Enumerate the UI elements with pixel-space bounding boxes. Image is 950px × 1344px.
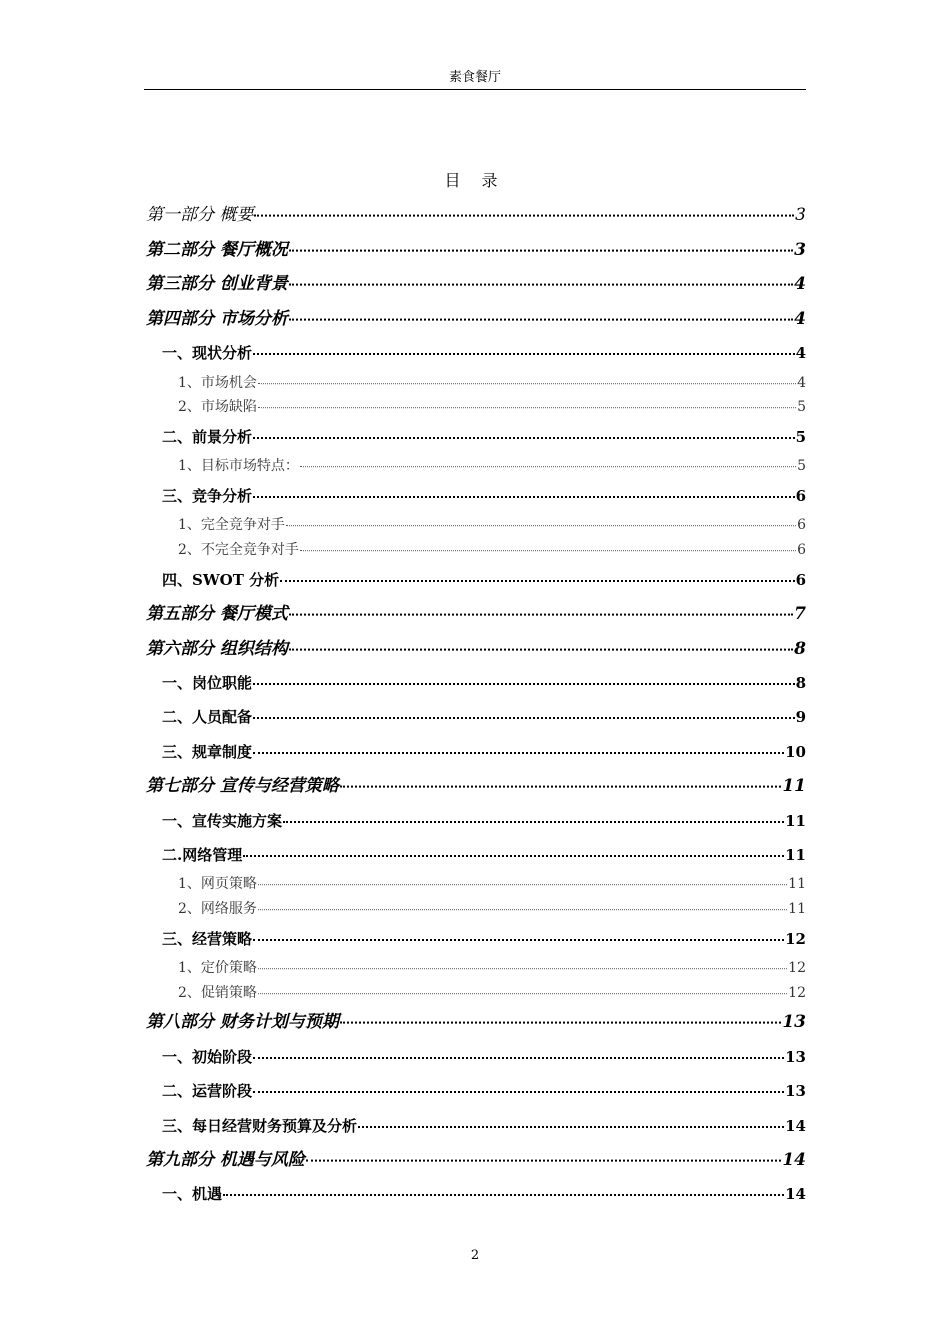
toc-entry-page: 6 [797,517,806,534]
toc-entry[interactable] [146,198,806,233]
toc-entry[interactable] [146,838,806,872]
toc-entry[interactable] [146,336,806,370]
toc-entry-label: 第七部分 宣传与经营策略 [146,776,339,797]
toc-entry-label: 2、市场缺陷 [178,399,257,416]
toc-entry-label: 第五部分 餐厅模式 [146,604,288,624]
toc-entry[interactable] [146,233,806,268]
toc-title: 目 录 [444,171,506,190]
toc-entry-label: 二、人员配备 [162,708,253,727]
toc-entry-page: 8 [795,674,806,693]
toc-entry[interactable] [146,632,806,667]
toc-entry-page: 4 [795,344,806,363]
toc-entry-label: 1、市场机会 [178,374,257,391]
toc-entry-label: 第六部分 组织结构 [146,638,288,659]
toc-leader-dots [253,704,795,720]
toc-leader-dots [300,538,796,552]
toc-leader-dots [340,1007,781,1024]
toc-entry-page: 13 [785,1082,806,1101]
toc-entry-page: 11 [788,876,806,893]
table-of-contents [146,198,806,1212]
toc-entry[interactable] [146,922,806,956]
toc-leader-dots [289,598,793,615]
toc-leader-dots [306,1144,781,1161]
toc-leader-dots [253,1043,784,1059]
toc-entry[interactable] [146,454,806,479]
toc-entry-page: 12 [788,984,806,1001]
toc-entry-page: 5 [797,399,806,416]
toc-entry-label: 二、运营阶段 [162,1082,253,1101]
toc-entry-label: 一、机遇 [162,1185,223,1204]
toc-leader-dots [340,770,781,787]
toc-entry-label: 2、促销策略 [178,984,257,1001]
toc-leader-dots [253,483,795,499]
toc-leader-dots [258,897,787,911]
toc-entry[interactable] [146,1005,806,1040]
toc-entry-label: 二、前景分析 [162,428,253,447]
toc-entry-label: 2、网络服务 [178,900,257,917]
toc-entry-label: 三、经营策略 [162,929,253,948]
toc-entry-page: 4 [794,308,806,329]
toc-entry[interactable] [146,538,806,563]
toc-entry-label: 三、竞争分析 [162,487,253,506]
toc-leader-dots [289,234,793,251]
toc-leader-dots [253,738,784,754]
toc-entry-label: 1、目标市场特点： [178,458,299,475]
toc-entry-label: 1、定价策略 [178,959,257,976]
toc-leader-dots [289,633,793,650]
toc-entry-label: 第一部分 概要 [146,205,254,225]
toc-entry[interactable] [146,1040,806,1074]
toc-leader-dots [258,956,787,970]
toc-leader-dots [300,454,796,468]
page-header [144,66,806,90]
toc-leader-dots [253,340,795,356]
toc-entry-label: 2、不完全竞争对手 [178,542,299,559]
toc-leader-dots [253,670,795,686]
toc-entry-page: 14 [782,1149,806,1170]
toc-entry[interactable] [146,1177,806,1211]
toc-entry-label: 第二部分 餐厅概况 [146,239,288,260]
toc-entry[interactable] [146,420,806,454]
toc-entry-page: 5 [795,428,806,447]
toc-leader-dots [243,841,784,857]
toc-leader-dots [223,1181,784,1197]
toc-leader-dots [286,513,796,527]
toc-leader-dots [253,1078,784,1094]
toc-leader-dots [280,566,794,582]
toc-entry-label: 一、宣传实施方案 [162,811,283,830]
toc-entry-page: 3 [794,239,806,260]
toc-entry-page: 12 [788,959,806,976]
toc-entry[interactable] [146,513,806,538]
toc-entry[interactable] [146,395,806,420]
toc-entry-label: 一、现状分析 [162,344,253,363]
toc-leader-dots [254,199,794,216]
toc-entry-page: 3 [795,205,806,225]
toc-entry-label: 第四部分 市场分析 [146,308,288,329]
toc-leader-dots [253,925,784,941]
toc-leader-dots [289,268,793,285]
toc-entry[interactable] [146,804,806,838]
toc-entry-page: 13 [782,1012,806,1033]
toc-entry[interactable] [146,872,806,897]
toc-entry-page: 14 [785,1185,806,1204]
toc-entry-label: 一、岗位职能 [162,674,253,693]
toc-leader-dots [258,980,787,994]
toc-entry[interactable] [146,1074,806,1108]
toc-entry-label: 二.网络管理 [162,845,243,864]
toc-entry[interactable] [146,371,806,396]
toc-entry[interactable] [146,302,806,337]
toc-entry[interactable] [146,597,806,632]
toc-entry-page: 11 [782,776,806,797]
toc-entry-page: 5 [797,458,806,475]
toc-entry-page: 9 [795,708,806,727]
toc-entry-page: 14 [785,1116,806,1135]
toc-entry[interactable] [146,1109,806,1143]
toc-leader-dots [289,303,793,320]
toc-leader-dots [358,1112,784,1128]
toc-entry[interactable] [146,735,806,769]
toc-entry-page: 11 [785,845,806,864]
toc-entry-page: 13 [785,1047,806,1066]
toc-entry-label: 第九部分 机遇与风险 [146,1149,305,1170]
page-number: 2 [470,1248,480,1263]
toc-entry-label: 四、SWOT 分析 [162,570,280,589]
toc-entry[interactable] [146,479,806,513]
toc-leader-dots [258,395,796,409]
header-title: 素食餐厅 [448,70,501,85]
toc-entry-page: 7 [794,604,806,624]
toc-entry-page: 10 [785,742,806,761]
toc-entry[interactable] [146,981,806,1006]
toc-leader-dots [253,424,795,440]
toc-entry[interactable] [146,267,806,302]
toc-entry-page: 6 [795,570,806,589]
toc-entry-label: 1、完全竞争对手 [178,517,285,534]
toc-entry-page: 11 [788,900,806,917]
toc-entry[interactable] [146,897,806,922]
toc-entry[interactable] [146,700,806,734]
toc-entry-page: 4 [794,274,806,295]
toc-entry[interactable] [146,956,806,981]
toc-entry-page: 8 [794,638,806,659]
toc-leader-dots [283,807,784,823]
toc-entry-label: 1、网页策略 [178,876,257,893]
toc-entry-page: 4 [797,374,806,391]
toc-leader-dots [258,872,787,886]
toc-entry-label: 三、规章制度 [162,742,253,761]
toc-entry[interactable] [146,563,806,597]
toc-entry-label: 第八部分 财务计划与预期 [146,1012,339,1033]
toc-entry-page: 12 [785,929,806,948]
toc-entry-page: 6 [797,542,806,559]
toc-entry-page: 6 [795,487,806,506]
toc-entry-label: 一、初始阶段 [162,1047,253,1066]
toc-entry-page: 11 [785,811,806,830]
toc-leader-dots [258,370,796,384]
toc-entry-label: 第三部分 创业背景 [146,274,288,295]
toc-entry[interactable] [146,769,806,804]
toc-entry[interactable] [146,666,806,700]
toc-entry-label: 三、每日经营财务预算及分析 [162,1116,358,1135]
toc-entry[interactable] [146,1143,806,1178]
